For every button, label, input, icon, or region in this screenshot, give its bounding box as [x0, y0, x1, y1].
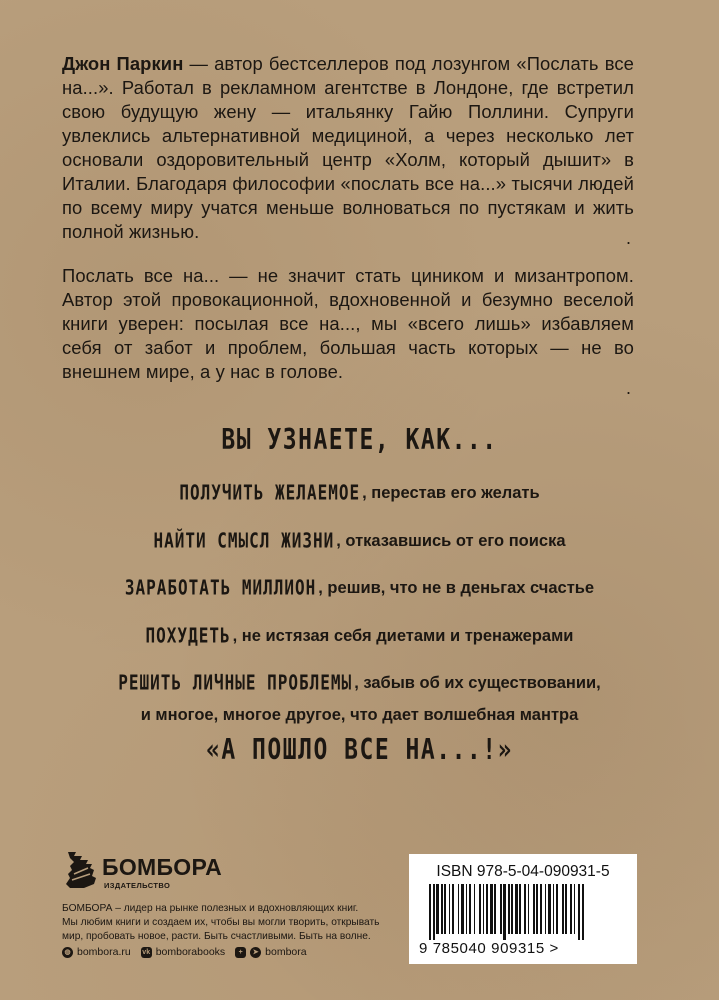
social-links	[62, 946, 307, 958]
list-item-rest: , перестав его желать	[362, 484, 540, 502]
author-name: Джон Паркин	[62, 53, 184, 74]
list-item-key: НАЙТИ СМЫСЛ ЖИЗНИ	[153, 528, 335, 553]
list-closing: и многое, многое другое, что дает волшебная мантра	[140, 706, 579, 724]
author-bio	[62, 52, 634, 244]
list-item-key: ПОХУДЕТЬ	[145, 623, 231, 648]
list-item-rest: , не истязая себя диетами и тренажерами	[232, 627, 574, 645]
vk-link-text: bomborabooks	[155, 946, 226, 958]
publisher-text-line: Мы любим книги и создаем их, чтобы вы могли творить, открывать	[62, 917, 380, 928]
site-link[interactable]	[62, 946, 131, 958]
isbn-barcode	[409, 854, 637, 964]
list-item	[0, 575, 719, 600]
isbn-label: ISBN 978-5-04-090931-5	[436, 863, 610, 880]
vk-icon: vk	[142, 948, 151, 956]
bomb-logo-icon	[62, 848, 102, 892]
publisher-text-line: мир, пробовать новое, расти. Быть счастливыми. Быть на волне.	[62, 931, 371, 942]
messenger-link-text: bombora	[265, 946, 307, 958]
book-description: Послать все на... — не значит стать циником и мизантропом. Автор этой провокационной, вдохновенной и безумно веселой книги уверен: посылая все на..., мы «всего лишь» избавляем себя от забот и проблем, большая часть которых — не во внешнем мире, а у нас в голове.	[62, 265, 634, 382]
vk-link[interactable]	[141, 946, 225, 958]
list-heading: ВЫ УЗНАЕТЕ, КАК...	[221, 423, 498, 457]
list-item-key: РЕШИТЬ ЛИЧНЫЕ ПРОБЛЕМЫ	[118, 670, 353, 695]
plus-icon: +	[235, 947, 246, 958]
list-item-rest: , забыв об их существовании,	[354, 674, 601, 692]
globe-icon: ◍	[62, 947, 73, 958]
mantra: «А ПОШЛО ВСЕ НА...!»	[206, 733, 513, 767]
list-item	[0, 480, 719, 505]
publisher-subtitle: ИЗДАТЕЛЬСТВО	[104, 881, 171, 890]
messenger-link[interactable]	[235, 946, 306, 958]
telegram-icon: ➤	[250, 947, 261, 958]
list-item-rest: , отказавшись от его поиска	[336, 532, 566, 550]
list-item	[0, 528, 719, 553]
publisher-text-line: БОМБОРА – лидер на рынке полезных и вдохновляющих книг.	[62, 903, 359, 914]
list-item-rest: , решив, что не в деньгах счастье	[318, 579, 595, 597]
list-item	[0, 670, 719, 695]
list-item-key: ЗАРАБОТАТЬ МИЛЛИОН	[124, 575, 317, 600]
site-link-text: bombora.ru	[77, 946, 131, 958]
decorative-dot: .	[626, 228, 632, 248]
publisher-name: БОМБОРА	[102, 854, 223, 880]
author-bio-text: — автор бестселлеров под лозунгом «Послать все на...». Работал в рекламном агентстве в Лондоне, где встретил свою будущую жену — итальянку Гайю Поллини. Супруги увлеклись альтернативной медициной, а через несколько лет основали оздоровительный центр «Холм, который дышит» в Италии. Благодаря философии «послать все на...» тысячи людей по всему миру учатся меньше волноваться по пустякам и жить полной жизнью.	[62, 53, 634, 242]
barcode-digits: 9 785040 909315 >	[419, 940, 559, 957]
list-item	[0, 623, 719, 648]
publisher-logo	[62, 848, 223, 894]
list-item-key: ПОЛУЧИТЬ ЖЕЛАЕМОЕ	[179, 480, 361, 505]
decorative-dot: .	[626, 378, 632, 398]
barcode-bars	[429, 884, 617, 940]
